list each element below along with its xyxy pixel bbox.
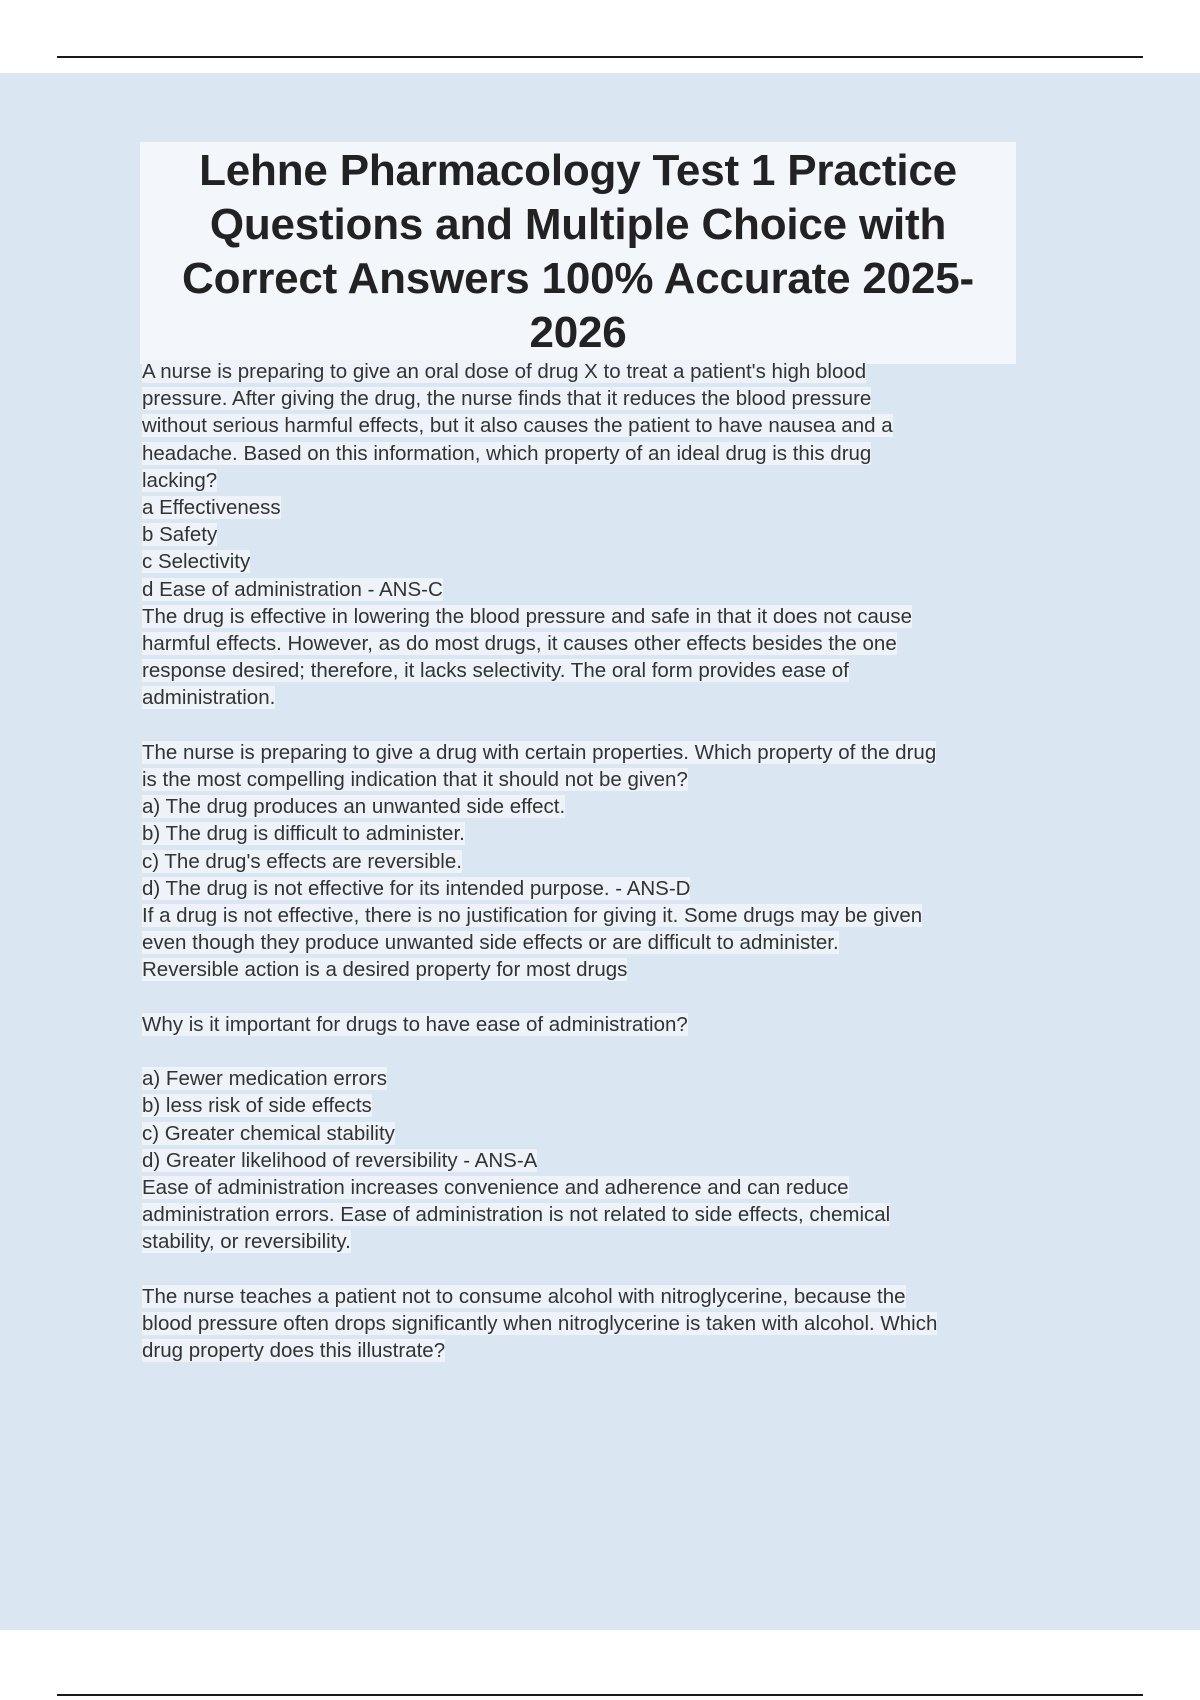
question-1 (142, 358, 1082, 712)
answer-option: d) The drug is not effective for its intended purpose. - ANS-D (142, 876, 691, 900)
answer-option: b Safety (142, 523, 218, 547)
question-text-line: is the most compelling indication that it should not be given? (142, 768, 688, 792)
rationale-line: response desired; therefore, it lacks selectivity. The oral form provides ease of (142, 659, 849, 683)
answer-option: a) The drug produces an unwanted side effect. (142, 795, 566, 819)
title-block (140, 142, 1016, 364)
question-2 (142, 739, 1082, 984)
answer-option: b) less risk of side effects (142, 1094, 372, 1118)
title-line: Correct Answers 100% Accurate 2025- (182, 254, 974, 303)
question-text-line: The nurse teaches a patient not to consume alcohol with nitroglycerine, because the (142, 1284, 906, 1308)
question-text-line: without serious harmful effects, but it also causes the patient to have nausea and a (142, 414, 893, 438)
question-text-line: drug property does this illustrate? (142, 1339, 446, 1363)
top-rule (57, 56, 1143, 58)
question-text-line: pressure. After giving the drug, the nurse finds that it reduces the blood pressure (142, 387, 872, 411)
rationale-line: Reversible action is a desired property for most drugs (142, 958, 628, 982)
question-3 (142, 1011, 1082, 1256)
rationale-line: administration errors. Ease of administration is not related to side effects, chemical (142, 1203, 891, 1227)
question-text-line: Why is it important for drugs to have ease of administration? (142, 1012, 688, 1036)
answer-option: d Ease of administration - ANS-C (142, 577, 443, 601)
title-line: 2026 (529, 308, 627, 357)
answer-option: c) The drug's effects are reversible. (142, 849, 462, 873)
rationale-line: If a drug is not effective, there is no justification for giving it. Some drugs may be given (142, 904, 923, 928)
answer-option: a) Fewer medication errors (142, 1067, 387, 1091)
rationale-line: harmful effects. However, as do most drugs, it causes other effects besides the one (142, 632, 897, 656)
title-line: Lehne Pharmacology Test 1 Practice (199, 146, 957, 195)
answer-option: c) Greater chemical stability (142, 1121, 395, 1145)
rationale-line: even though they produce unwanted side effects or are difficult to administer. (142, 931, 839, 955)
paragraph-gap (142, 1256, 1082, 1283)
answer-option: b) The drug is difficult to administer. (142, 822, 465, 846)
bottom-rule (57, 1694, 1143, 1696)
question-text-line: headache. Based on this information, which property of an ideal drug is this drug (142, 441, 872, 465)
rationale-line: stability, or reversibility. (142, 1230, 351, 1254)
question-text-line: The nurse is preparing to give a drug with certain properties. Which property of the drug (142, 740, 937, 764)
answer-option: c Selectivity (142, 550, 251, 574)
document-title (140, 144, 1016, 360)
document-body (142, 358, 1082, 1364)
rationale-line: administration. (142, 686, 276, 710)
title-line: Questions and Multiple Choice with (209, 200, 947, 249)
rationale-line: Ease of administration increases convenience and adherence and can reduce (142, 1176, 849, 1200)
rationale-line: The drug is effective in lowering the blood pressure and safe in that it does not cause (142, 604, 912, 628)
paragraph-gap (142, 1038, 1082, 1065)
paragraph-gap (142, 984, 1082, 1011)
answer-option: d) Greater likelihood of reversibility - ANS-A (142, 1148, 538, 1172)
answer-option: a Effectiveness (142, 496, 281, 520)
question-text-line: lacking? (142, 468, 218, 492)
paragraph-gap (142, 712, 1082, 739)
question-4 (142, 1283, 1082, 1365)
question-text-line: blood pressure often drops significantly when nitroglycerine is taken with alcohol. Which (142, 1312, 938, 1336)
question-text-line: A nurse is preparing to give an oral dose of drug X to treat a patient's high blood (142, 360, 867, 383)
